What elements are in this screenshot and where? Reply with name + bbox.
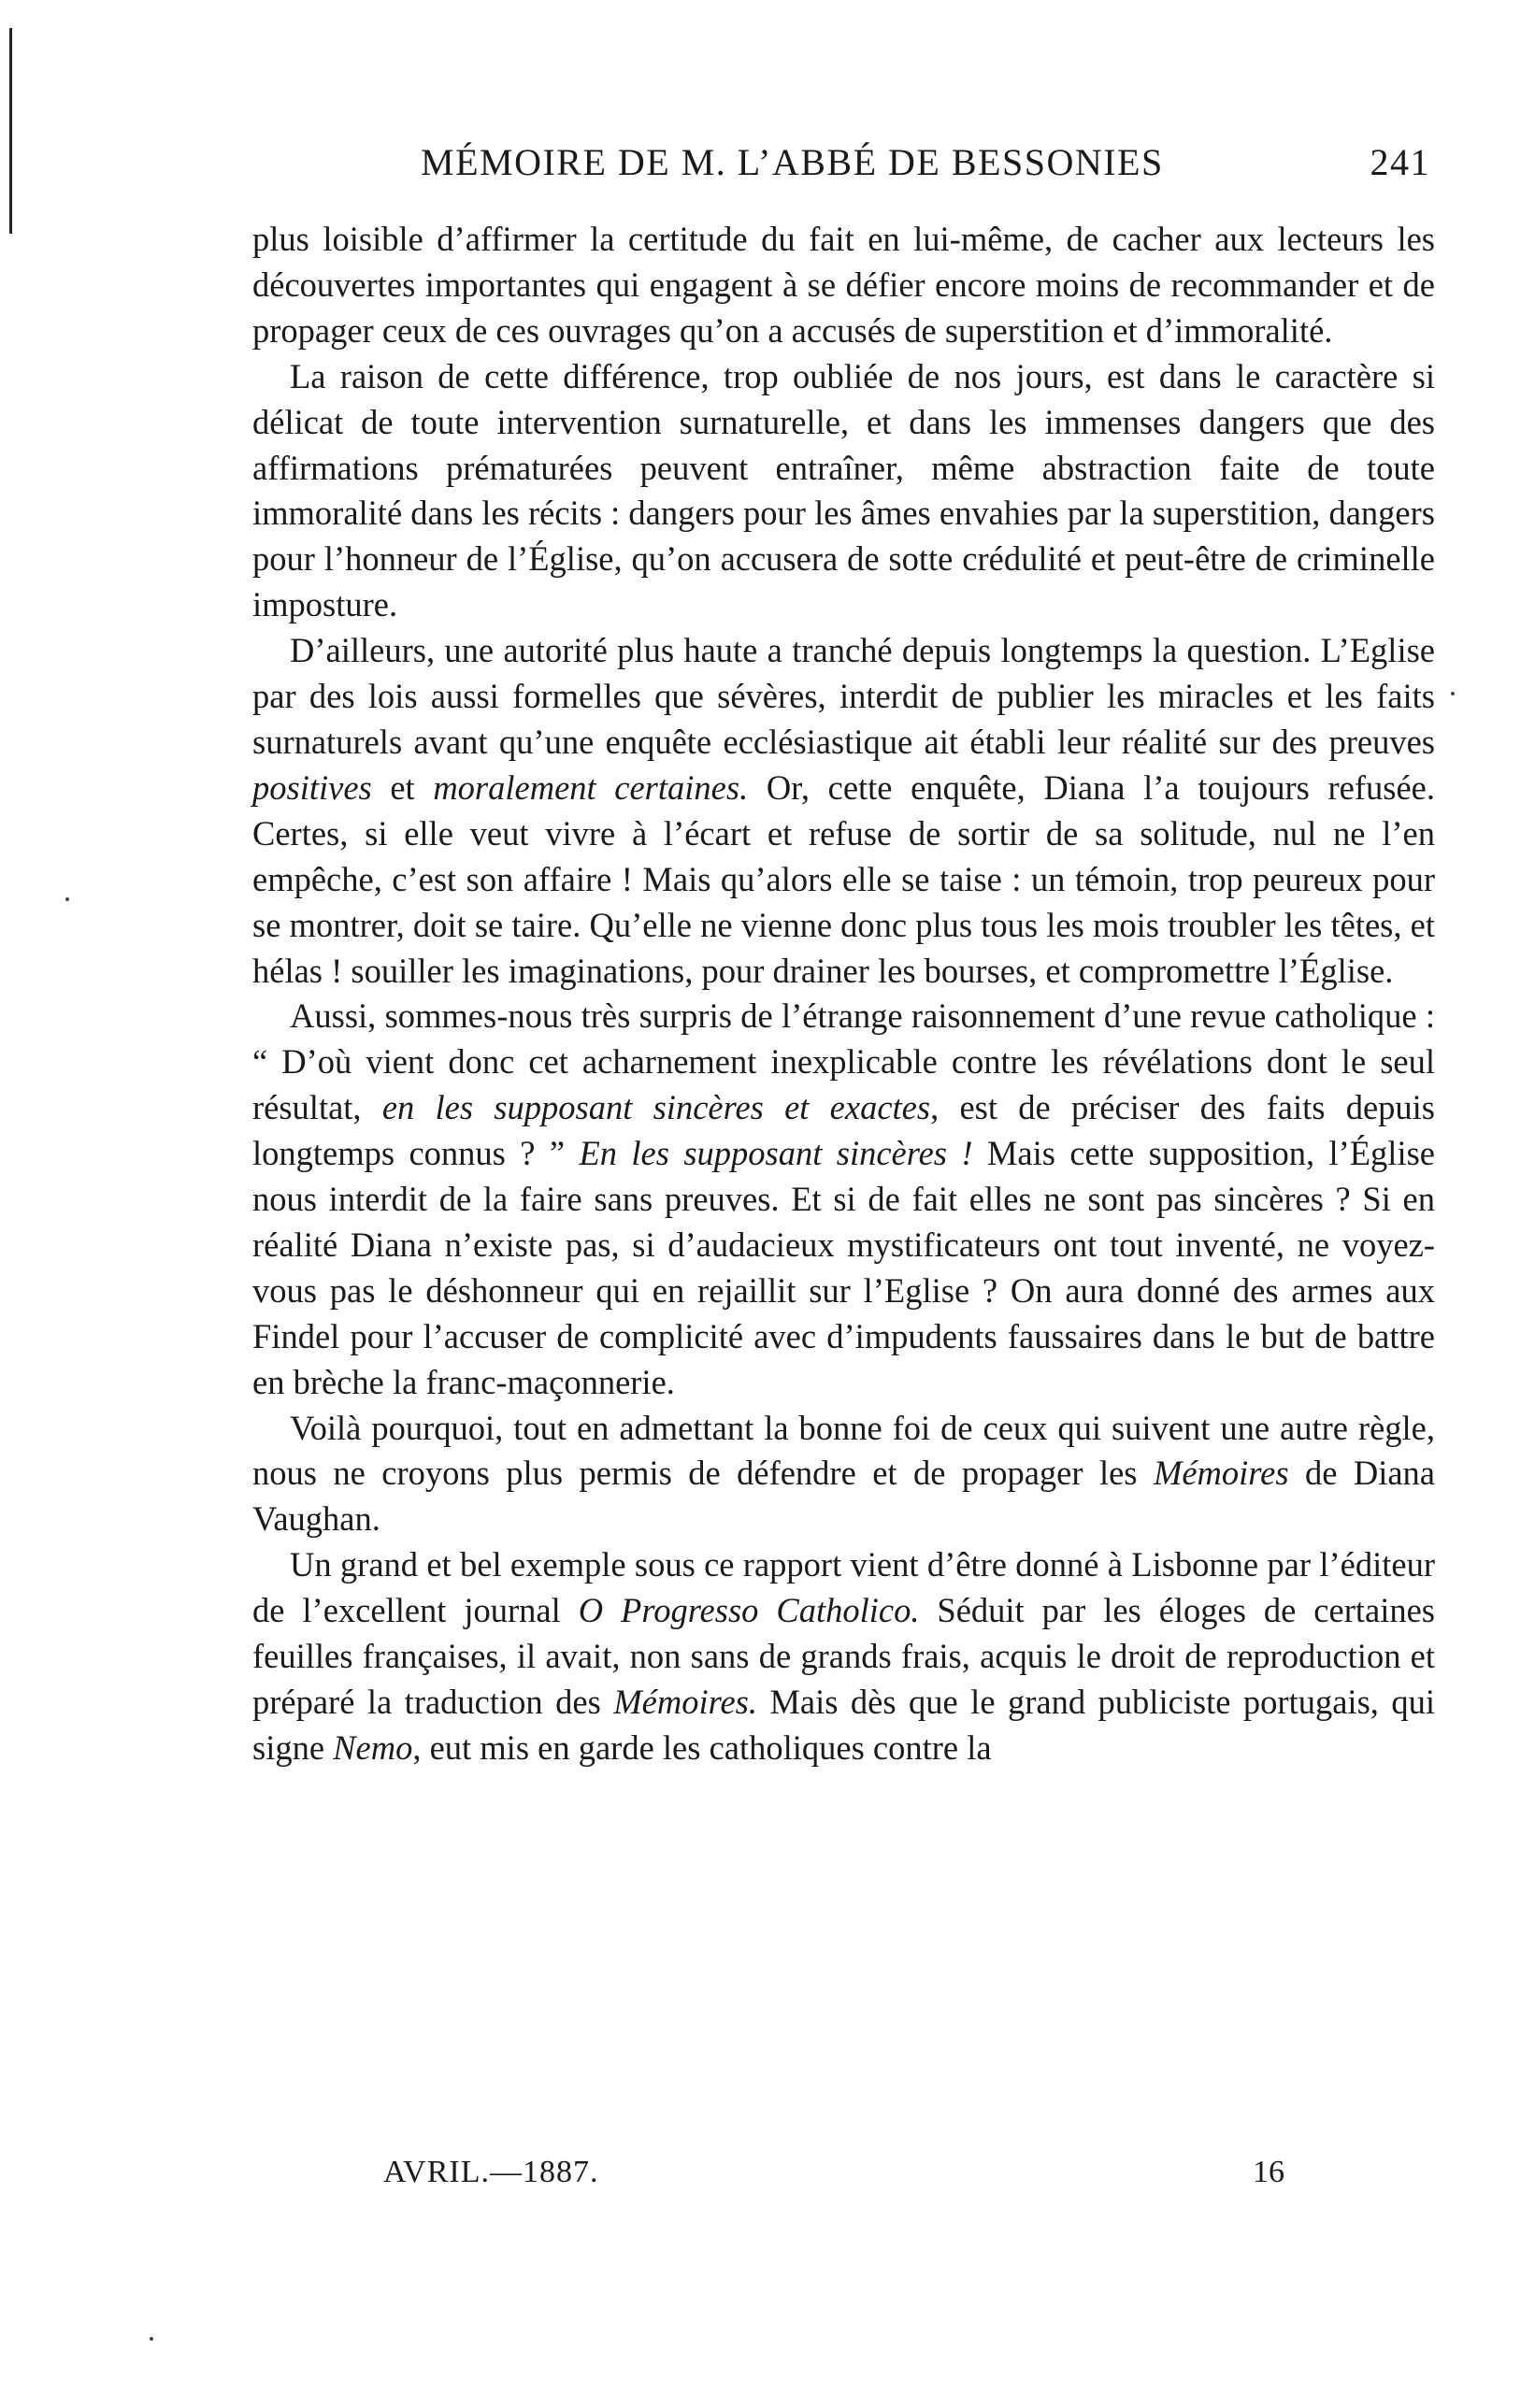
text-run: plus loisible d’affirmer la certitude du fait en lui-même, de cacher aux lecteurs les découvertes importantes qui engagent à se défier encore moins de recommander et de propager ceux de ces ouvrages qu’on a accusés de superstition et d’immoralité. [252,220,1435,350]
italic-text: positives [252,767,372,807]
italic-text: moralement certaines. [433,767,749,807]
text-run: de Diana Vaughan. [252,1454,1436,1539]
scan-speck [65,897,69,901]
italic-text: En les supposant sincères ! [579,1134,973,1173]
scan-page-edge [9,28,12,234]
scan-speck [150,2337,153,2341]
paragraph [252,994,1435,1405]
text-run: D’ailleurs, une autorité plus haute a tranché depuis longtemps la question. L’Eglise par des lois aussi formelles que sévères, interdit de publier les miracles et les faits surnaturels avant qu’une enquête ecclésiastique ait établi leur réalité sur des preuves [252,631,1435,761]
text-run: Mais dès que le grand publiciste portugais, qui signe [252,1683,1435,1767]
italic-text: Mémoires. [613,1683,757,1721]
text-run: La raison de cette différence, trop oubliée de nos jours, est dans le caractère si délicat de toute intervention surnaturelle, et dans les immenses dangers que des affirmations prématurées peuvent entraîner, même abstraction faite de toute immoralité dans les récits : dangers pour les âmes envahies par la superstition, dangers pour l’honneur de l’Église, qu’on accusera de sotte crédulité et peut-être de criminelle imposture. [252,356,1435,624]
running-title: MÉMOIRE DE M. L’ABBÉ DE BESSONIES [421,141,1164,183]
text-run: Voilà pourquoi, tout en admettant la bonne foi de ceux qui suivent une autre règle, nous ne croyons plus permis de défendre et de propager les [252,1408,1435,1493]
text-run: Aussi, sommes-nous très surpris de l’étrange raisonnement d’une revue catholique : “ D’où vient donc cet acharnement inexplicable contre les révélations dont le seul résultat, [252,996,1435,1127]
text-run: Séduit par les éloges de certaines feuilles françaises, il avait, non sans de grands frais, acquis le droit de reproduction et préparé la traduction des [252,1591,1436,1721]
text-run: Mais cette supposition, l’Église nous interdit de la faire sans preuves. Et si de fait elles ne sont pas sincères ? Si en réalité Diana n’existe pas, si d’audacieux mystificateurs ont tout inventé, ne voyez-vous pas le déshonneur qui en rejaillit sur l’Eglise ? On aura donné des armes aux Findel pour l’accuser de complicité avec d’impudents faussaires dans le but de battre en brèche la franc-maçonnerie. [252,1134,1435,1401]
paragraph [252,628,1435,994]
scan-speck [1451,692,1455,695]
paragraph [252,217,1435,354]
page-footer [252,2155,1435,2201]
signature-mark: 16 [1253,2155,1284,2189]
text-run: , est de préciser des faits depuis longtemps connus ? ” [252,1088,1435,1173]
text-run: et [371,767,434,807]
paragraph [252,1406,1435,1543]
text-run: Un grand et bel exemple sous ce rapport vient d’être donné à Lisbonne par l’éditeur de l’excellent journal [252,1545,1435,1630]
paragraph [252,1542,1435,1771]
italic-text: Mémoires [1153,1454,1289,1493]
italic-text: O Progresso Catholico. [578,1591,920,1630]
italic-text: Nemo [333,1727,413,1767]
running-header [252,140,1430,196]
body-text [252,217,1435,1771]
printer-signature: AVRIL.—1887. [383,2155,599,2189]
page-number: 241 [1370,141,1430,183]
text-run: Or, cette enquête, Diana l’a toujours refusée. Certes, si elle veut vivre à l’écart et refuse de sortir de sa solitude, nul ne l’en empêche, c’est son affaire ! Mais qu’alors elle se taise : un témoin, trop peureux pour se montrer, doit se taire. Qu’elle ne vienne donc plus tous les mois troubler les têtes, et hélas ! souiller les imaginations, pour drainer les bourses, et compromettre l’Église. [252,767,1435,990]
italic-text: en les supposant sincères et exactes [381,1088,931,1127]
paragraph [252,354,1435,628]
text-run: , eut mis en garde les catholiques contre la [412,1727,992,1767]
